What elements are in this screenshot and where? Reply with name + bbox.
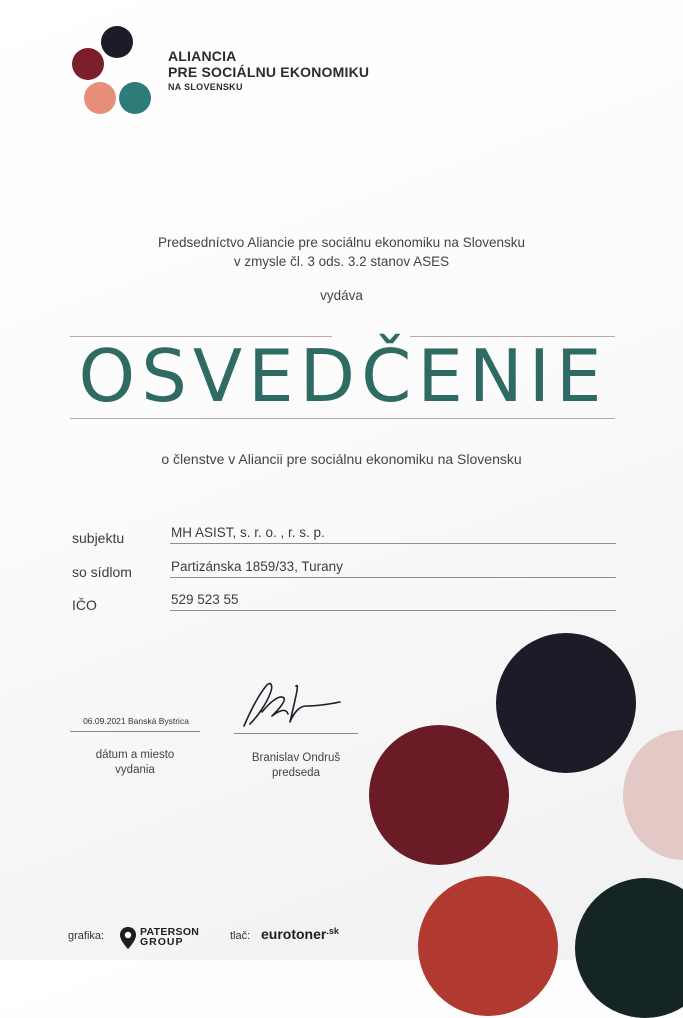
logo-dot-navy <box>101 26 133 58</box>
eurotoner-suffix: .sk <box>326 926 339 936</box>
logo-line-2: PRE SOCIÁLNU EKONOMIKU <box>168 64 370 80</box>
signatory <box>226 751 366 781</box>
logo-dot-maroon <box>72 48 104 80</box>
logo-dot-teal <box>119 82 151 114</box>
intro-line-1: Predsedníctvo Aliancie pre sociálnu ekonomiku na Slovensku <box>158 235 525 250</box>
field-label-ico: IČO <box>72 597 97 613</box>
issue-caption <box>70 748 200 778</box>
field-line-ico <box>170 610 616 611</box>
issue-date-rule <box>70 731 200 732</box>
logo-line-3: NA SLOVENSKU <box>168 82 243 92</box>
signature-image <box>236 672 366 736</box>
issues-text: vydáva <box>320 288 363 303</box>
issue-caption-line-2: vydania <box>115 764 155 776</box>
certificate-subtitle: o členstve v Aliancii pre sociálnu ekonomiku na Slovensku <box>161 451 522 467</box>
certificate-title: OSVEDČENIE <box>78 334 608 418</box>
field-line-subject <box>170 543 616 544</box>
issue-caption-line-1: dátum a miesto <box>95 749 175 761</box>
paterson-line-2: GROUP <box>140 936 184 948</box>
signatory-role: predseda <box>272 767 320 779</box>
decor-circle-dark-teal <box>575 878 683 1018</box>
decor-circle-coral <box>418 876 558 1016</box>
title-rule-bottom <box>70 418 615 419</box>
logo-dot-salmon <box>84 82 116 114</box>
paterson-pin-icon <box>119 926 137 950</box>
field-line-seat <box>170 577 616 578</box>
paterson-line-1: PATERSON <box>140 926 200 938</box>
field-label-subject: subjektu <box>72 530 125 546</box>
decor-circle-blush <box>623 730 683 860</box>
footer-print-label: tlač: <box>230 930 251 942</box>
field-value-seat: Partizánska 1859/33, Turany <box>171 559 343 574</box>
intro-line-2: v zmysle čl. 3 ods. 3.2 stanov ASES <box>233 254 450 269</box>
signature-rule <box>234 733 358 734</box>
logo-line-1: ALIANCIA <box>168 48 237 64</box>
paterson-logo <box>140 927 199 947</box>
field-value-subject: MH ASIST, s. r. o. , r. s. p. <box>171 525 325 540</box>
issue-date-place: 06.09.2021 Banská Bystrica <box>83 716 189 726</box>
field-label-seat: so sídlom <box>72 564 132 580</box>
logo-text <box>168 48 369 94</box>
field-value-ico: 529 523 55 <box>171 592 239 607</box>
eurotoner-logo <box>261 926 339 942</box>
decor-circle-maroon <box>369 725 509 865</box>
decor-circle-navy <box>496 633 636 773</box>
footer-design-label: grafika: <box>68 930 105 942</box>
signatory-name: Branislav Ondruš <box>251 752 341 764</box>
eurotoner-name: eurotoner <box>261 926 327 942</box>
